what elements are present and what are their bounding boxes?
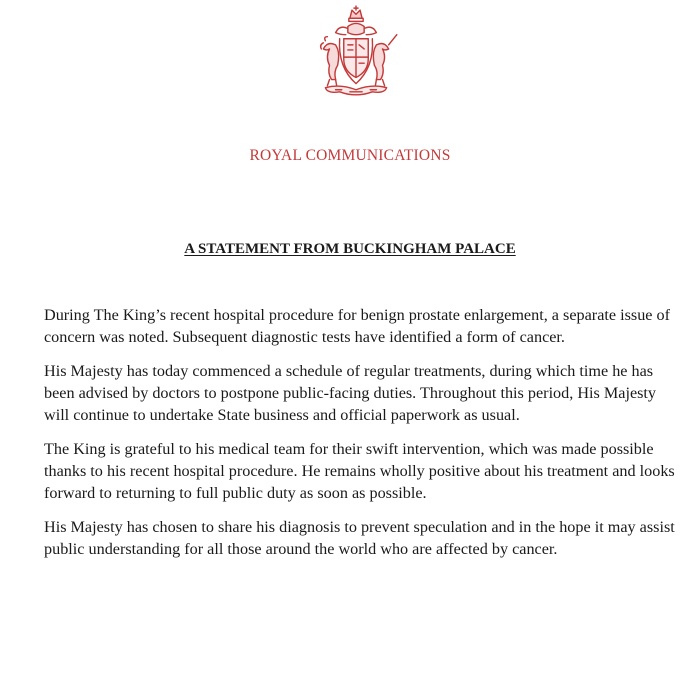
statement-heading: A STATEMENT FROM BUCKINGHAM PALACE: [184, 241, 516, 257]
statement-paragraph-1: During The King’s recent hospital procedure for benign prostate enlargement, a separate issue of concern was noted. Subsequent diagnostic tests have identified a form of cancer.: [44, 306, 671, 346]
statement-paragraph-4: His Majesty has chosen to share his diagnosis to prevent speculation and in the hope it may assist public understanding for all those around the world who are affected by cancer.: [44, 518, 675, 558]
royal-coat-of-arms-icon: [305, 4, 407, 100]
statement-paragraph-2: His Majesty has today commenced a schedule of regular treatments, during which time he has been advised by doctors to postpone public-facing duties. Throughout this period, His Majesty will continue to undertake State business and official paperwork as usual.: [44, 362, 657, 424]
letterhead-title: ROYAL COMMUNICATIONS: [249, 147, 451, 164]
statement-paragraph-3: The King is grateful to his medical team for their swift intervention, which was made possible thanks to his recent hospital procedure. He remains wholly positive about his treatment and looks forward to returning to full public duty as soon as possible.: [44, 440, 675, 502]
statement-body: [44, 304, 680, 572]
